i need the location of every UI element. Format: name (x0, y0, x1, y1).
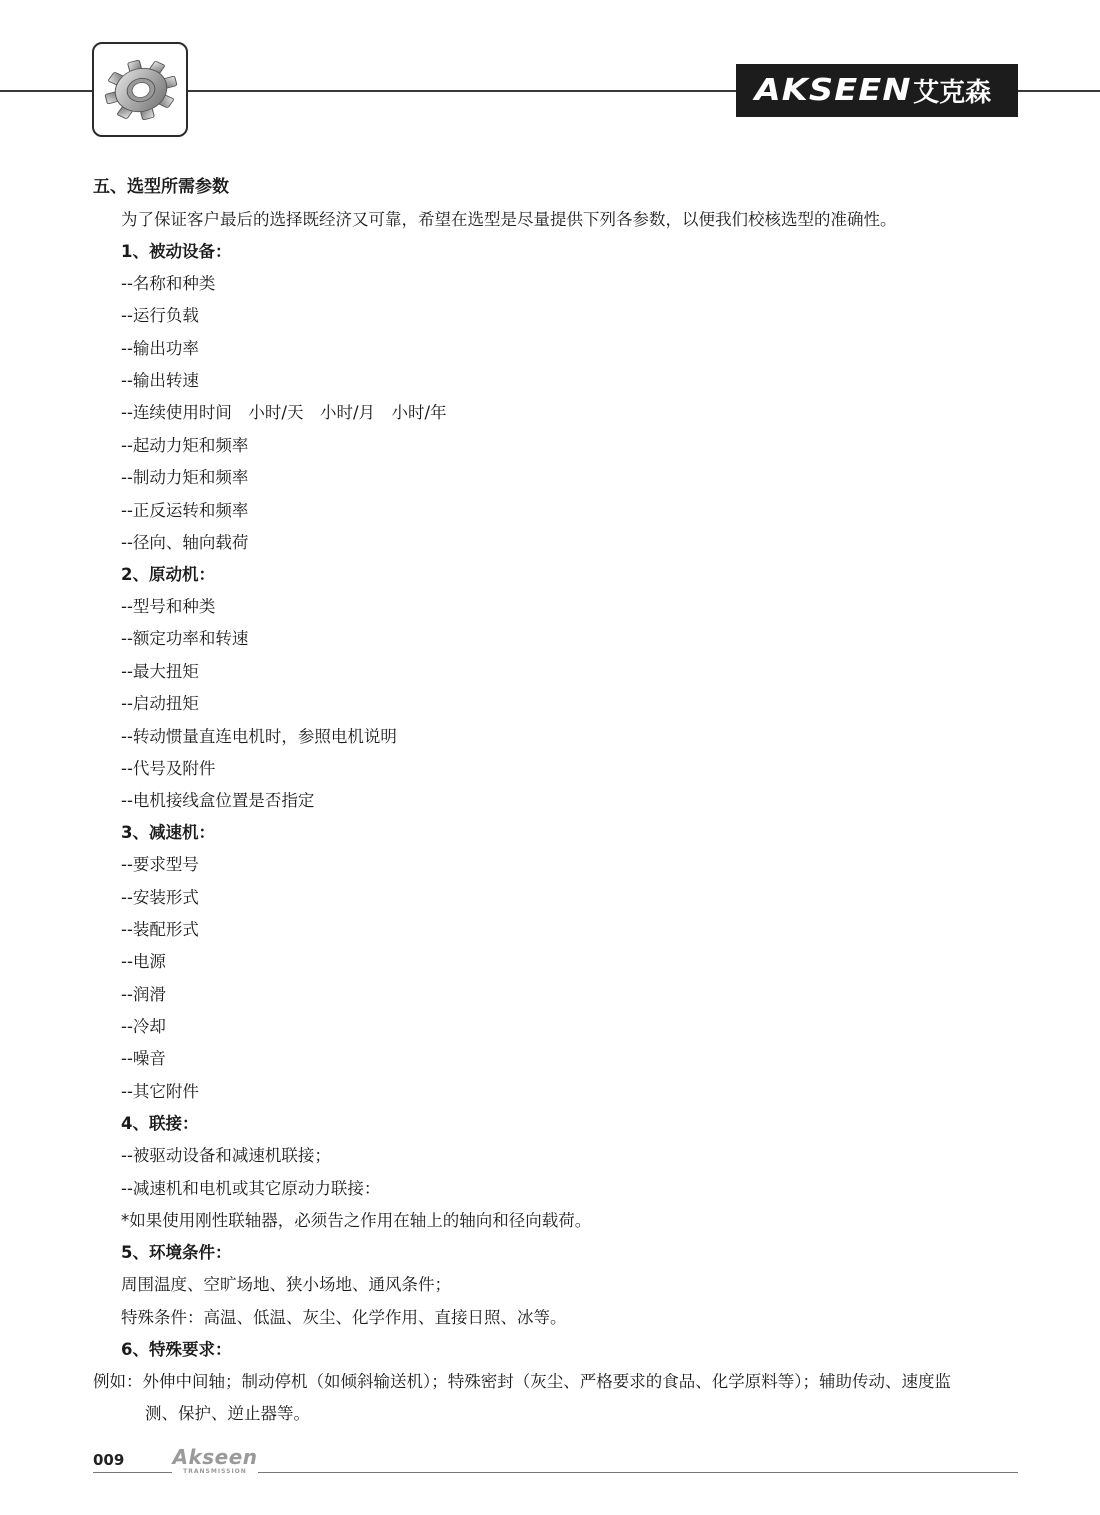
list-item: --名称和种类 (121, 274, 216, 293)
list-item: --连续使用时间 小时/天 小时/月 小时/年 (121, 403, 447, 422)
list-item: 周围温度、空旷场地、狭小场地、通风条件； (121, 1275, 451, 1294)
list-item: 特殊条件：高温、低温、灰尘、化学作用、直接日照、冰等。 (121, 1308, 567, 1327)
list-item: --输出功率 (121, 339, 199, 358)
list-item: --最大扭矩 (121, 662, 199, 681)
list-item: --安装形式 (121, 888, 199, 907)
page-number: 009 (93, 1451, 125, 1469)
list-item: --输出转速 (121, 371, 199, 390)
brand-logo (736, 64, 1018, 117)
list-item: --径向、轴向载荷 (121, 533, 249, 552)
list-item: --润滑 (121, 985, 166, 1004)
list-item: --运行负载 (121, 306, 199, 325)
list-item: --代号及附件 (121, 759, 216, 778)
list-item: --冷却 (121, 1017, 166, 1036)
list-item: --电机接线盒位置是否指定 (121, 791, 315, 810)
section-title: 五、选型所需参数 (93, 177, 229, 197)
list-item: --被驱动设备和减速机联接； (121, 1146, 331, 1165)
group-heading: 5、环境条件： (121, 1243, 232, 1262)
brand-name-cn: 艾克森 (913, 78, 992, 108)
list-item: --其它附件 (121, 1082, 199, 1101)
list-item: --启动扭矩 (121, 694, 199, 713)
group-heading: 6、特殊要求： (121, 1340, 232, 1359)
note-item: *如果使用刚性联轴器，必须告之作用在轴上的轴向和径向载荷。 (121, 1211, 592, 1230)
intro-paragraph: 为了保证客户最后的选择既经济又可靠，希望在选型是尽量提供下列各参数，以便我们校核选型的准确性。 (121, 210, 897, 229)
list-item: --制动力矩和频率 (121, 468, 249, 487)
header-rule-middle (188, 90, 736, 92)
header-rule-left (0, 90, 92, 92)
footer-logo-text: Akseen (172, 1445, 258, 1469)
brand-name-en: AKSEEN (754, 73, 912, 108)
group-heading: 2、原动机： (121, 565, 215, 584)
group-heading: 3、减速机： (121, 823, 215, 842)
group-heading: 4、联接： (121, 1114, 199, 1133)
list-item: --装配形式 (121, 920, 199, 939)
list-item: --转动惯量直连电机时，参照电机说明 (121, 727, 397, 746)
gear-logo-box (92, 42, 188, 137)
list-item: --起动力矩和频率 (121, 436, 249, 455)
group-heading: 1、被动设备： (121, 242, 232, 261)
example-line-2: 测、保护、逆止器等。 (145, 1404, 310, 1423)
gear-icon (100, 48, 182, 132)
list-item: --电源 (121, 952, 166, 971)
footer-logo (172, 1446, 258, 1480)
header-rule-right (1018, 90, 1100, 92)
list-item: --减速机和电机或其它原动力联接： (121, 1179, 381, 1198)
example-line-1: 例如：外伸中间轴；制动停机（如倾斜输送机）；特殊密封（灰尘、严格要求的食品、化学原料等）；辅助传动、速度监 (93, 1372, 951, 1391)
list-item: --型号和种类 (121, 597, 216, 616)
list-item: --噪音 (121, 1049, 166, 1068)
list-item: --正反运转和频率 (121, 501, 249, 520)
list-item: --额定功率和转速 (121, 629, 249, 648)
footer-logo-subtext: TRANSMISSION (183, 1468, 247, 1475)
list-item: --要求型号 (121, 855, 199, 874)
